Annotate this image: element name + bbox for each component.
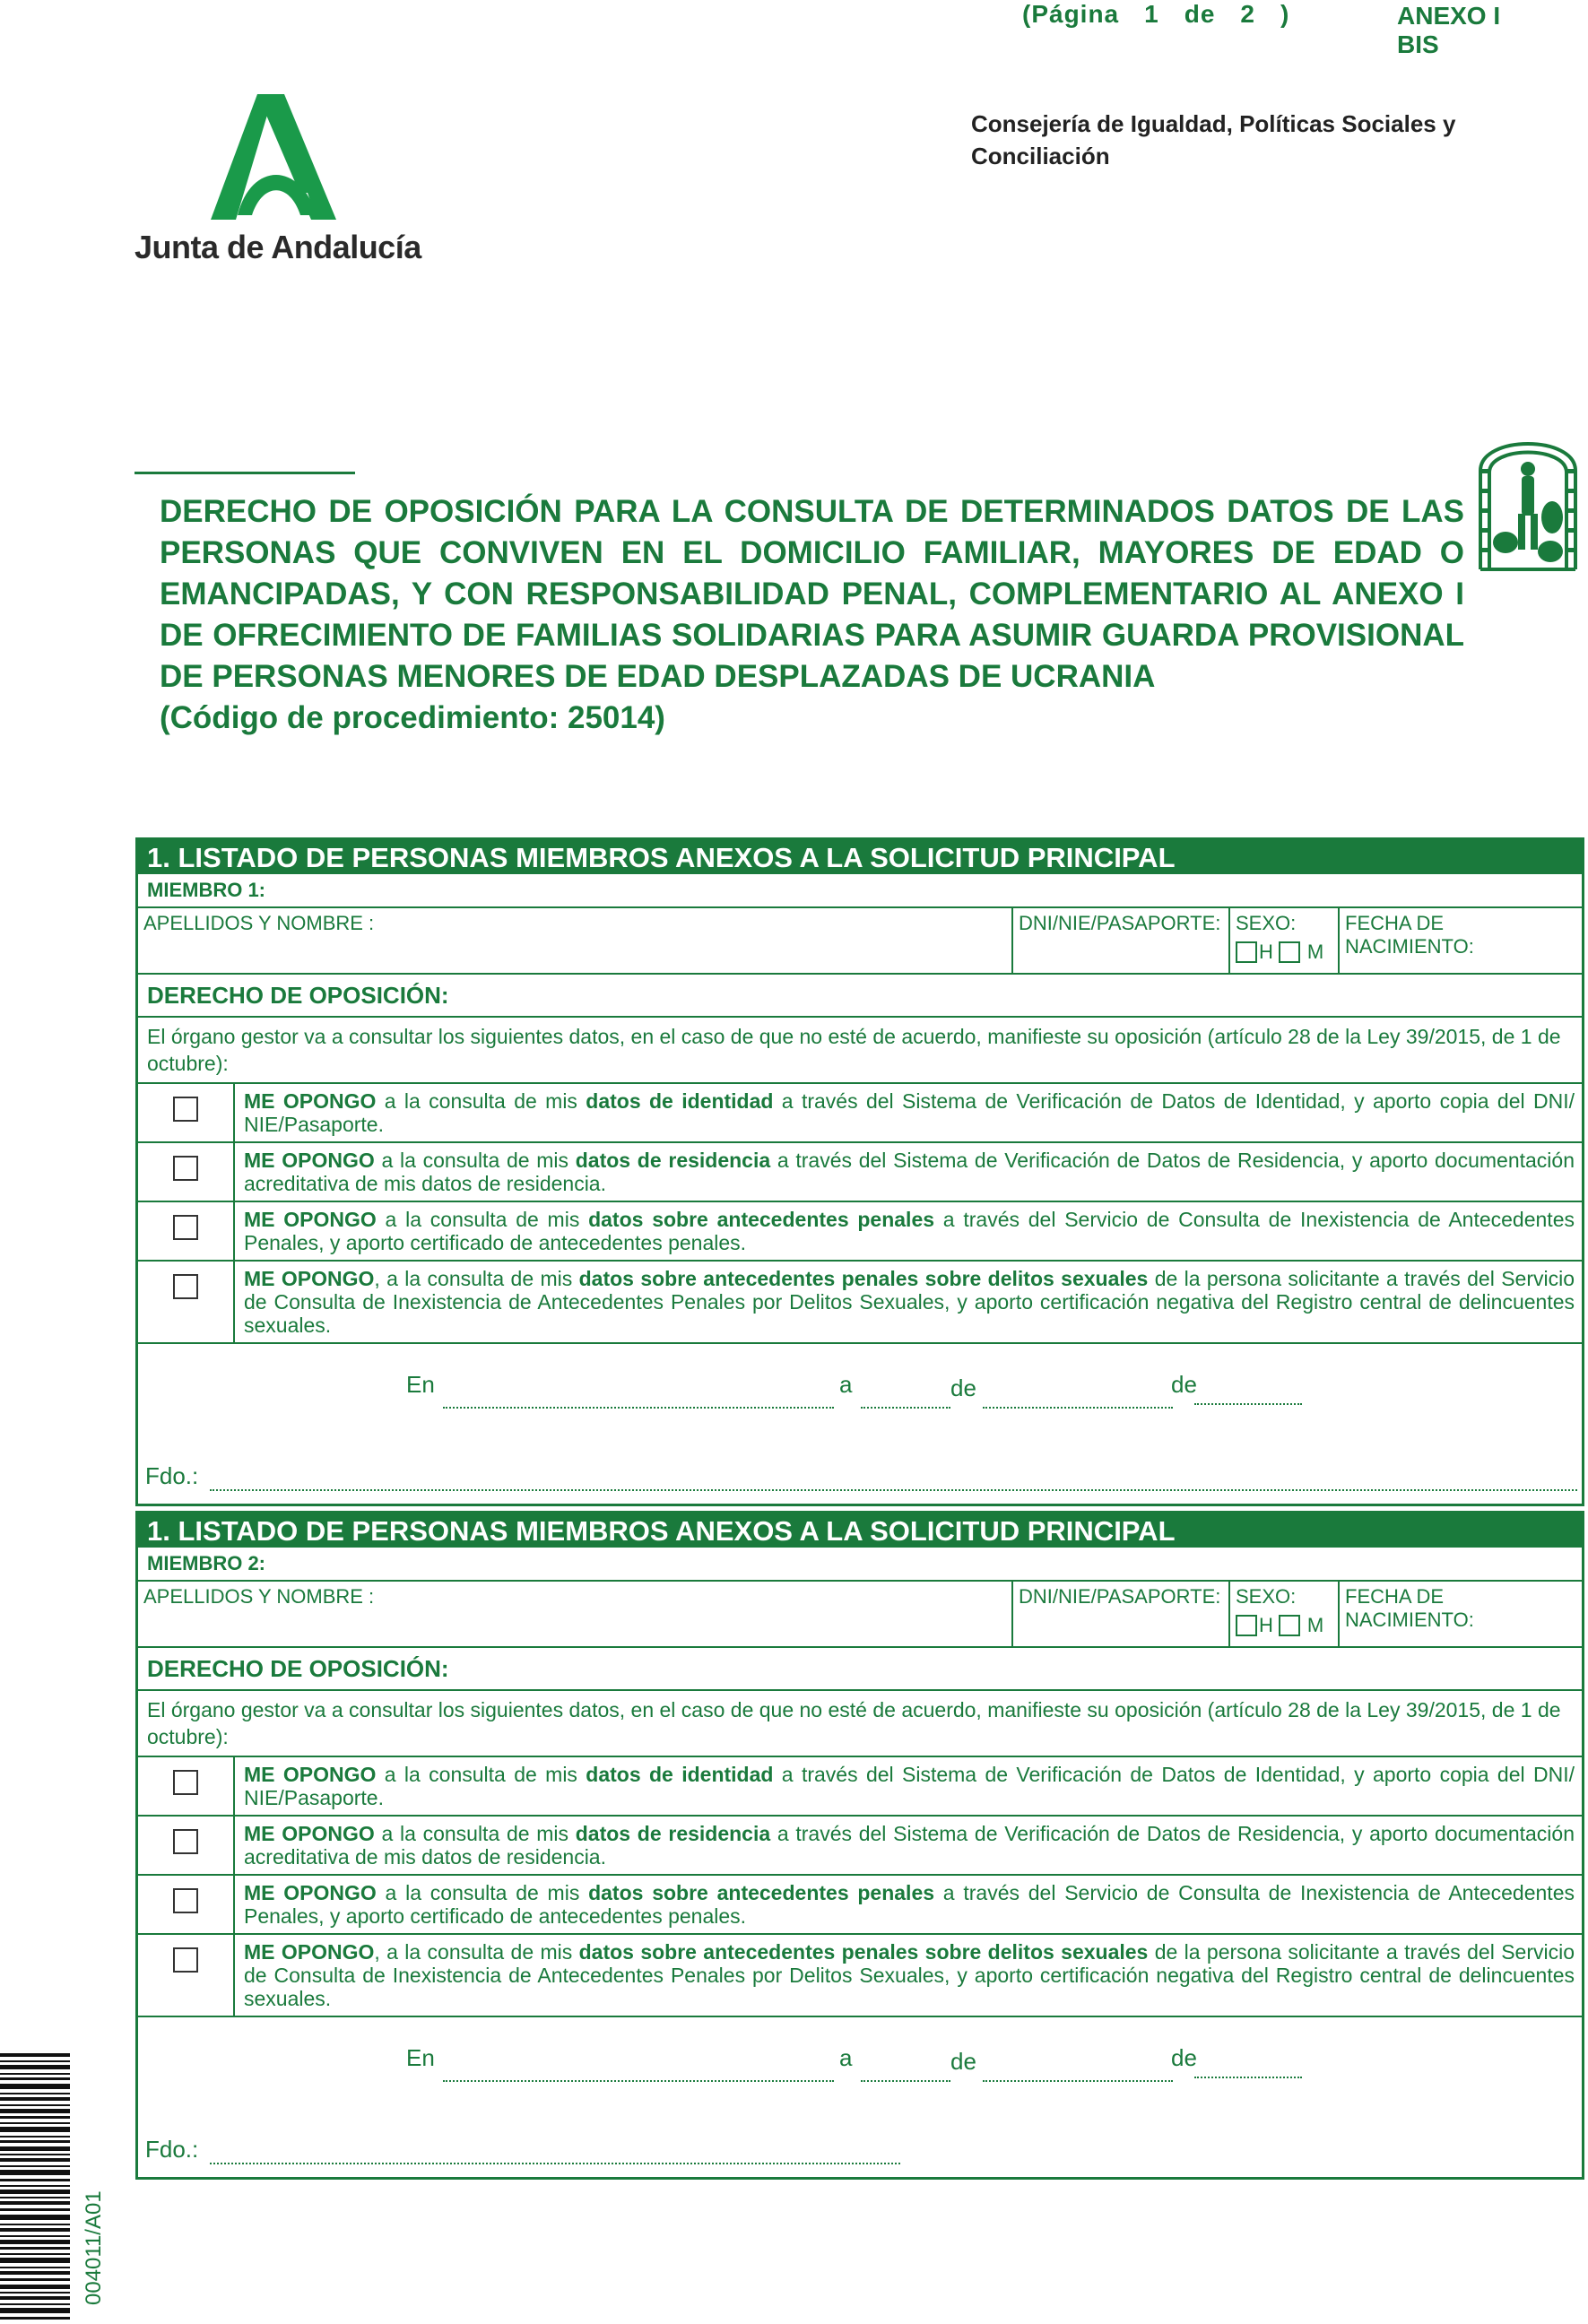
oppose-antecedentes-checkbox[interactable] xyxy=(173,1215,198,1240)
name-field-label: APELLIDOS Y NOMBRE : xyxy=(143,912,375,934)
dni-field-label: DNI/NIE/PASAPORTE: xyxy=(1019,1585,1221,1608)
sign-de2-label: de xyxy=(1171,2044,1197,2071)
sexo-h-checkbox[interactable] xyxy=(1236,1615,1257,1636)
member-label: MIEMBRO 1: xyxy=(147,879,265,901)
name-field[interactable] xyxy=(138,1582,1013,1646)
birthdate-label: FECHA DE NACIMIENTO: xyxy=(1345,1585,1474,1631)
option-delitos-sexuales xyxy=(138,1933,1582,2016)
day-input[interactable] xyxy=(861,2080,950,2082)
oppose-identidad-checkbox[interactable] xyxy=(173,1097,198,1122)
section-heading: 1. LISTADO DE PERSONAS MIEMBROS ANEXOS A LA SOLICITUD PRINCIPAL xyxy=(138,840,1582,874)
derecho-heading: DERECHO DE OPOSICIÓN: xyxy=(138,1646,1582,1689)
barcode-icon xyxy=(0,2053,70,2322)
junta-logo-icon xyxy=(211,94,345,220)
page-header xyxy=(1022,0,1524,58)
option-residencia xyxy=(138,1815,1582,1874)
andalucia-seal-icon xyxy=(1473,417,1583,574)
option-delitos-sexuales xyxy=(138,1260,1582,1342)
oppose-residencia-checkbox[interactable] xyxy=(173,1156,198,1181)
sign-a-label: a xyxy=(839,2044,853,2071)
annex-label: ANEXO I BIS xyxy=(1397,2,1501,58)
option-residencia xyxy=(138,1141,1582,1201)
place-input[interactable] xyxy=(443,1407,834,1409)
logo-text: Junta de Andalucía xyxy=(135,229,421,265)
junta-logo xyxy=(135,94,430,273)
sexo-h-label: H xyxy=(1259,941,1273,963)
signature-input[interactable] xyxy=(210,1489,1577,1491)
option-identidad xyxy=(138,1082,1582,1141)
sign-de1-label: de xyxy=(950,1374,976,1401)
oppose-residencia-checkbox[interactable] xyxy=(173,1829,198,1854)
member-label: MIEMBRO 2: xyxy=(147,1552,265,1574)
member-section-2 xyxy=(135,1511,1584,2180)
oppose-delitos-sexuales-checkbox[interactable] xyxy=(173,1947,198,1973)
oppose-identidad-checkbox[interactable] xyxy=(173,1770,198,1795)
section-heading: 1. LISTADO DE PERSONAS MIEMBROS ANEXOS A LA SOLICITUD PRINCIPAL xyxy=(138,1513,1582,1548)
name-field-label: APELLIDOS Y NOMBRE : xyxy=(143,1585,375,1608)
oppose-antecedentes-checkbox[interactable] xyxy=(173,1888,198,1913)
month-input[interactable] xyxy=(983,1407,1173,1409)
sexo-h-label: H xyxy=(1259,1614,1273,1636)
signature-area xyxy=(138,1342,1582,1504)
year-input[interactable] xyxy=(1194,2077,1302,2078)
option-identidad xyxy=(138,1756,1582,1815)
intro-text: El órgano gestor va a consultar los siguientes datos, en el caso de que no esté de acuerdo, manifieste su oposición (artículo 28 de la Ley 39/2015, de 1 de octubre): xyxy=(138,1016,1582,1082)
sexo-m-checkbox[interactable] xyxy=(1279,1615,1300,1636)
option-antecedentes xyxy=(138,1874,1582,1933)
member-fields xyxy=(138,1580,1582,1646)
title-rule xyxy=(135,472,355,474)
birthdate-label: FECHA DE NACIMIENTO: xyxy=(1345,912,1474,958)
member-fields xyxy=(138,906,1582,973)
page-total: 2 xyxy=(1240,0,1255,28)
sexo-m-checkbox[interactable] xyxy=(1279,941,1300,963)
sign-fdo-label: Fdo.: xyxy=(145,1462,199,1489)
sexo-m-label: M xyxy=(1306,1614,1324,1636)
derecho-heading: DERECHO DE OPOSICIÓN: xyxy=(138,973,1582,1016)
option-text: ME OPONGO a la consulta de mis datos de identidad a través del Sistema de Verificación de Datos de Identidad, y aporto copia del DNI/ NIE/Pasaporte. xyxy=(244,1763,1575,1809)
birthdate-field[interactable] xyxy=(1340,908,1582,973)
dni-field[interactable] xyxy=(1013,908,1230,973)
sexo-m-label: M xyxy=(1306,941,1324,963)
page-indicator xyxy=(1022,0,1315,29)
sexo-label: SEXO: xyxy=(1236,1585,1297,1608)
page-close: ) xyxy=(1280,0,1290,28)
page-current: 1 xyxy=(1144,0,1159,28)
page-of: de xyxy=(1184,0,1216,28)
procedure-code: (Código de procedimiento: 25014) xyxy=(160,700,665,735)
form-code-text: 004011/A01 xyxy=(82,2190,106,2305)
dni-field-label: DNI/NIE/PASAPORTE: xyxy=(1019,912,1221,934)
intro-text: El órgano gestor va a consultar los siguientes datos, en el caso de que no esté de acuerdo, manifieste su oposición (artículo 28 de la Ley 39/2015, de 1 de octubre): xyxy=(138,1689,1582,1756)
option-text: ME OPONGO a la consulta de mis datos de identidad a través del Sistema de Verificación de Datos de Identidad, y aporto copia del DNI/ NIE/Pasaporte. xyxy=(244,1089,1575,1136)
year-input[interactable] xyxy=(1194,1403,1302,1405)
consejeria-line1: Consejería de Igualdad, Políticas Sociales y xyxy=(971,110,1456,137)
option-text: ME OPONGO, a la consulta de mis datos sobre antecedentes penales sobre delitos sexuales de la persona solicitante a través del Servicio de Consulta de Inexistencia de Antecedentes Penales por Delitos Sexuales, y aporto certificación negativa del Registro central de delincuentes sexuales. xyxy=(244,1267,1575,1337)
sign-de1-label: de xyxy=(950,2048,976,2075)
place-input[interactable] xyxy=(443,2080,834,2082)
sign-en-label: En xyxy=(406,1371,435,1398)
page-label: (Página xyxy=(1022,0,1120,28)
option-text: ME OPONGO a la consulta de mis datos de residencia a través del Sistema de Verificación de Datos de Residencia, y aporto documentación acreditativa de mis datos de residencia. xyxy=(244,1149,1575,1195)
oppose-delitos-sexuales-checkbox[interactable] xyxy=(173,1274,198,1299)
document-title xyxy=(160,491,1464,739)
option-text: ME OPONGO a la consulta de mis datos sobre antecedentes penales a través del Servicio de Consulta de Inexistencia de Antecedentes Penales, y aporto certificado de antecedentes penales. xyxy=(244,1881,1575,1928)
sign-fdo-label: Fdo.: xyxy=(145,2136,199,2163)
month-input[interactable] xyxy=(983,2080,1173,2082)
signature-input[interactable] xyxy=(210,2163,900,2164)
option-antecedentes xyxy=(138,1201,1582,1260)
sexo-field xyxy=(1230,908,1340,973)
sign-a-label: a xyxy=(839,1371,853,1398)
name-field[interactable] xyxy=(138,908,1013,973)
consejeria-name xyxy=(971,108,1509,172)
consejeria-line2: Conciliación xyxy=(971,143,1110,169)
sexo-h-checkbox[interactable] xyxy=(1236,941,1257,963)
sign-de2-label: de xyxy=(1171,1371,1197,1398)
option-text: ME OPONGO a la consulta de mis datos de residencia a través del Sistema de Verificación de Datos de Residencia, y aporto documentación acreditativa de mis datos de residencia. xyxy=(244,1822,1575,1869)
title-text: DERECHO DE OPOSICIÓN PARA LA CONSULTA DE DETERMINADOS DATOS DE LAS PERSONAS QUE CONVIVEN EN EL DOMICILIO FAMILIAR, MAYORES DE EDAD O EMANCIPADAS, Y CON RESPONSABILIDAD PENAL, COMPLEMENTARIO AL ANEXO I DE OFRECIMIENTO DE FAMILIAS SOLIDARIAS PARA ASUMIR GUARDA PROVISIONAL DE PERSONAS MENORES DE EDAD DESPLAZADAS DE UCRANIA xyxy=(160,494,1464,694)
signature-area xyxy=(138,2016,1582,2177)
option-text: ME OPONGO a la consulta de mis datos sobre antecedentes penales a través del Servicio de Consulta de Inexistencia de Antecedentes Penales, y aporto certificado de antecedentes penales. xyxy=(244,1208,1575,1254)
birthdate-field[interactable] xyxy=(1340,1582,1582,1646)
sexo-label: SEXO: xyxy=(1236,912,1297,934)
option-text: ME OPONGO, a la consulta de mis datos sobre antecedentes penales sobre delitos sexuales de la persona solicitante a través del Servicio de Consulta de Inexistencia de Antecedentes Penales por Delitos Sexuales, y aporto certificación negativa del Registro central de delincuentes sexuales. xyxy=(244,1940,1575,2010)
day-input[interactable] xyxy=(861,1407,950,1409)
member-section-1 xyxy=(135,837,1584,1506)
sign-en-label: En xyxy=(406,2044,435,2071)
form-code xyxy=(81,2129,106,2309)
dni-field[interactable] xyxy=(1013,1582,1230,1646)
sexo-field xyxy=(1230,1582,1340,1646)
